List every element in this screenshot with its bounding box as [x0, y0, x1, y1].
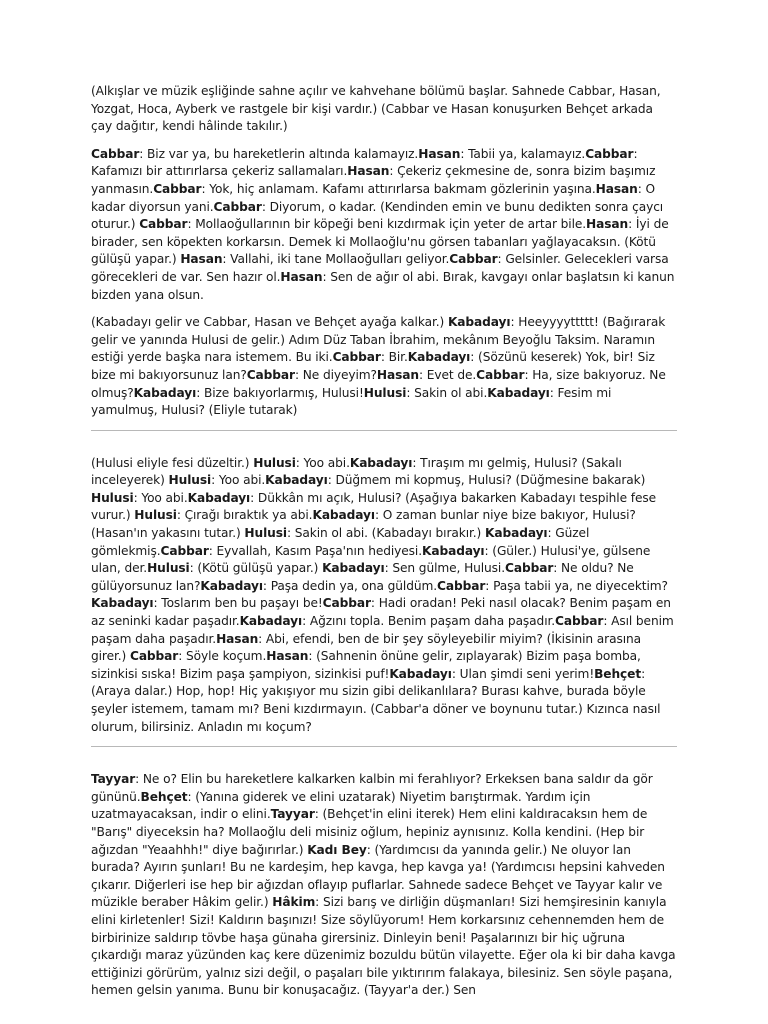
- dialogue-text: : (Yardımcısı da yanında gelir.) Ne oluyor lan burada? Ayırın şunları! Bu ne kardeşim, hep kavga, hep kavga ya! (Yardımcısı hepsini kahveden çıkarır. Diğerleri ise hep bir ağızdan oflayıp puflarlar. Sahnede sadece Behçet ve Tayyar kalır ve müzikle beraber Hâkim gelir.): [91, 842, 665, 910]
- speaker-name: Kabadayı: [200, 578, 263, 593]
- speaker-name: Kabadayı: [239, 614, 303, 629]
- speaker-name: Cabbar: [129, 649, 179, 664]
- speaker-name: Behçet: [594, 666, 642, 681]
- speaker-name: Hulusi: [168, 473, 212, 488]
- speaker-name: Cabbar: [160, 543, 209, 558]
- speaker-name: Hulusi: [244, 526, 287, 541]
- speaker-name: Tayyar: [91, 772, 136, 787]
- dialogue-text: : Biz var ya, bu hareketlerin altında kalamayız.: [139, 146, 419, 161]
- dialogue-text: : Toslarım ben bu paşayı be!: [153, 596, 323, 611]
- speaker-name: Hasan: [216, 631, 259, 646]
- speaker-name: Cabbar: [91, 146, 140, 161]
- speaker-name: Cabbar: [504, 561, 554, 576]
- speaker-name: Hulusi: [134, 508, 177, 523]
- dialogue-text: (Hulusi eliyle fesi düzeltir.): [91, 455, 254, 470]
- section-divider: [91, 430, 677, 431]
- speaker-name: Kabadayı: [349, 455, 413, 470]
- dialogue-text: : Söyle koçum.: [178, 649, 267, 664]
- speaker-name: Hasan: [376, 367, 420, 382]
- script-paragraph: [91, 146, 677, 304]
- dialogue-text: : Mollaoğullarının bir köpeği beni kızdırmak için yeter de artar bile.: [187, 217, 587, 232]
- dialogue-text: : Çırağı bıraktık ya abi.: [176, 508, 313, 523]
- dialogue-text: : Sakin ol abi.: [406, 385, 488, 400]
- speaker-name: Hasan: [595, 181, 638, 196]
- dialogue-text: : O kadar diyorsun yani.: [91, 181, 656, 214]
- dialogue-text: : Tabii ya, kalamayız.: [460, 146, 586, 161]
- speaker-name: Kabadayı: [487, 385, 550, 400]
- dialogue-text: : Diyorum, o kadar. (Kendinden emin ve bunu dedikten sonra çaycı oturur.): [91, 199, 664, 232]
- speaker-name: Cabbar: [449, 252, 498, 267]
- speaker-name: Hasan: [586, 217, 629, 232]
- dialogue-text: : Ne o? Elin bu hareketlere kalkarken kalbin mi ferahlıyor? Erkeksen bana saldır da gör gününü.: [91, 772, 653, 804]
- script-paragraph: [91, 455, 677, 737]
- dialogue-text: : Paşa dedin ya, ona güldüm.: [262, 578, 438, 593]
- speaker-name: Hasan: [266, 649, 309, 664]
- dialogue-text: : (Sözünü keserek) Yok, bir! Siz bize mi bakıyorsunuz lan?: [91, 350, 655, 382]
- dialogue-text: : Yoo abi.: [133, 490, 188, 505]
- dialogue-text: : Çekeriz çekmesine de, sonra bizim başımız yanmasın.: [91, 164, 656, 196]
- speaker-name: Hulusi: [147, 561, 190, 576]
- speaker-name: Cabbar: [139, 217, 188, 232]
- dialogue-text: (Alkışlar ve müzik eşliğinde sahne açılır ve kahvehane bölümü başlar. Sahnede Cabbar, Hasan, Yozgat, Hoca, Ayberk ve rastgele bir kişi vardır.) (Cabbar ve Hasan konuşurken Behçet arkada çay dağıtır, kendi hâlinde takılır.): [91, 84, 661, 134]
- speaker-name: Cabbar: [476, 367, 525, 382]
- speaker-name: Tayyar: [270, 807, 315, 822]
- speaker-name: Hulusi: [363, 385, 407, 400]
- dialogue-text: (Kabadayı gelir ve Cabbar, Hasan ve Behçet ayağa kalkar.): [91, 315, 448, 330]
- speaker-name: Cabbar: [332, 350, 381, 365]
- dialogue-text: : Ağzını topla. Benim paşam daha paşadır.: [302, 614, 556, 629]
- dialogue-text: : Asıl benim paşam daha paşadır.: [91, 614, 674, 646]
- script-paragraph: [91, 314, 677, 420]
- dialogue-text: : Heeyyyyttttt! (Bağırarak gelir ve yanında Hulusi de gelir.) Adım Düz Taban İbrahim, mekânım Beyoğlu Taksim. Naramın estiği yerde başka nara istemem. Bu iki.: [91, 315, 666, 365]
- speaker-name: Kabadayı: [422, 543, 485, 558]
- document-page: [91, 83, 677, 1010]
- speaker-name: Hâkim: [272, 895, 316, 910]
- speaker-name: Kabadayı: [389, 666, 452, 681]
- speaker-name: Kadı Bey: [307, 842, 367, 857]
- dialogue-text: : Sen de ağır ol abi. Bırak, kavgayı onlar başlatsın ki kanun bizden yana olsun.: [91, 269, 675, 302]
- dialogue-text: : (Kötü gülüşü yapar.): [189, 561, 323, 576]
- speaker-name: Kabadayı: [133, 385, 197, 400]
- dialogue-text: : Evet de.: [419, 367, 477, 382]
- script-paragraph: [91, 771, 677, 1000]
- script-section: [91, 455, 677, 748]
- dialogue-text: : (Yanına giderek ve elini uzatarak) Niyetim barıştırmak. Yardım için uzatmayacaksan, indir o elini.: [91, 789, 591, 822]
- dialogue-text: : (Behçet'in elini iterek) Hem elini kaldıracaksın hem de "Barış" diyeceksin ha? Mollaoğlu deli misiniz oğlum, hepiniz aynısınız. Kolla kendini. (Hep bir ağızdan "Yeaahhh!" diye bağırırlar.): [91, 807, 648, 857]
- dialogue-text: : Kafamızı bir attırırlarsa çekeriz sallamaları.: [91, 146, 638, 179]
- dialogue-text: : Abi, efendi, ben de bir şey söyleyebilir miyim? (İkisinin arasına girer.): [91, 631, 641, 664]
- speaker-name: Cabbar: [555, 614, 604, 629]
- speaker-name: Kabadayı: [447, 315, 511, 330]
- dialogue-text: : Tıraşım mı gelmiş, Hulusi? (Sakalı inceleyerek): [91, 455, 622, 488]
- speaker-name: Hulusi: [91, 490, 134, 505]
- dialogue-text: : Eyvallah, Kasım Paşa'nın hediyesi.: [208, 543, 422, 558]
- speaker-name: Cabbar: [246, 367, 295, 382]
- speaker-name: Hasan: [180, 252, 223, 267]
- dialogue-text: : Yoo abi.: [295, 455, 350, 470]
- dialogue-text: : Ne oldu? Ne gülüyorsunuz lan?: [91, 561, 634, 593]
- dialogue-text: : Sakin ol abi. (Kabadayı bırakır.): [286, 526, 485, 541]
- speaker-name: Kabadayı: [312, 508, 375, 523]
- dialogue-text: : Ha, size bakıyoruz. Ne olmuş?: [91, 367, 666, 400]
- dialogue-text: : Fesim mi yamulmuş, Hulusi? (Eliyle tutarak): [91, 385, 612, 418]
- dialogue-text: : (Sahnenin önüne gelir, zıplayarak) Bizim paşa bomba, sizinkisi sıska! Bizim paşa şampiyon, sizinkisi puf!: [91, 649, 641, 681]
- dialogue-text: : Ulan şimdi seni yerim!: [451, 666, 595, 681]
- dialogue-text: : O zaman bunlar niye bize bakıyor, Hulusi? (Hasan'ın yakasını tutar.): [91, 508, 636, 541]
- dialogue-text: : Düğmem mi kopmuş, Hulusi? (Düğmesine bakarak): [327, 473, 646, 488]
- dialogue-text: : Yoo abi.: [211, 473, 266, 488]
- speaker-name: Kabadayı: [265, 473, 328, 488]
- dialogue-text: : Paşa tabii ya, ne diyecektim?: [485, 578, 668, 593]
- speaker-name: Kabadayı: [485, 526, 548, 541]
- speaker-name: Cabbar: [437, 578, 486, 593]
- dialogue-text: : İyi de birader, sen köpekten korkarsın. Demek ki Mollaoğlu'nu görsen tabanları yağlayacaksın. (Kötü gülüşü yapar.): [91, 217, 669, 267]
- speaker-name: Cabbar: [322, 596, 371, 611]
- dialogue-text: : Dükkân mı açık, Hulusi? (Aşağıya bakarken Kabadayı tespihle fese vurur.): [91, 490, 656, 523]
- script-section: [91, 83, 677, 431]
- speaker-name: Kabadayı: [322, 561, 385, 576]
- speaker-name: Cabbar: [213, 199, 262, 214]
- dialogue-text: : Güzel gömlekmiş.: [91, 526, 590, 558]
- speaker-name: Hulusi: [253, 455, 296, 470]
- script-section: [91, 771, 677, 1000]
- speaker-name: Kabadayı: [407, 350, 471, 365]
- speaker-name: Cabbar: [153, 181, 202, 196]
- dialogue-text: : Sizi barış ve dirliğin düşmanları! Sizi hemşiresinin kanıyla elini kirletenler! Sizi! Kaldırın başınızı! Size söylüyorum! Hem korkarsınız cehennemden hem de birbirinize saldırıp tövbe haşa günaha girersiniz. Dinleyin beni! Paşalarınızı bir hiç uğruna çıkardığı maraz yüzünden kaç kere düzenimiz bozuldu bütün vilayette. Eğer ola ki bir daha kavga ettiğinizi görürüm, yalnız sizi değil, o paşaları bile yıktırırım falakaya, bilesiniz. Sen söyle paşana, hemen gelsin yanıma. Bunu bir konuşacağız. (Tayyar'a der.) Sen: [91, 895, 676, 998]
- speaker-name: Hasan: [418, 146, 461, 161]
- dialogue-text: : Sen gülme, Hulusi.: [384, 561, 505, 576]
- speaker-name: Cabbar: [585, 146, 634, 161]
- dialogue-text: : Bize bakıyorlarmış, Hulusi!: [196, 385, 364, 400]
- dialogue-text: : (Araya dalar.) Hop, hop! Hiç yakışıyor mu sizin gibi delikanlılara? Burası kahve, burada böyle şeyler istemem, tamam mı? Beni kızdırmayın. (Cabbar'a döner ve boynunu tutar.) Kızınca nasıl olurum, bilirsiniz. Anladın mı koçum?: [91, 666, 661, 734]
- dialogue-text: : Vallahi, iki tane Mollaoğulları geliyor.: [222, 252, 450, 267]
- section-divider: [91, 746, 677, 747]
- speaker-name: Kabadayı: [91, 596, 154, 611]
- speaker-name: Behçet: [140, 789, 188, 804]
- script-paragraph: [91, 83, 677, 136]
- speaker-name: Hasan: [347, 164, 390, 179]
- dialogue-text: : Gelsinler. Gelecekleri varsa görecekleri de var. Sen hazır ol.: [91, 252, 669, 284]
- speaker-name: Hasan: [280, 269, 323, 284]
- dialogue-text: : Ne diyeyim?: [294, 367, 377, 382]
- dialogue-text: : Hadi oradan! Peki nasıl olacak? Benim paşam en az seninki kadar paşadır.: [91, 596, 671, 629]
- speaker-name: Kabadayı: [187, 490, 251, 505]
- dialogue-text: : (Güler.) Hulusi'ye, gülsene ulan, der.: [91, 543, 651, 576]
- dialogue-text: : Yok, hiç anlamam. Kafamı attırırlarsa bakmam gözlerinin yaşına.: [201, 181, 596, 196]
- dialogue-text: : Bir.: [380, 350, 408, 365]
